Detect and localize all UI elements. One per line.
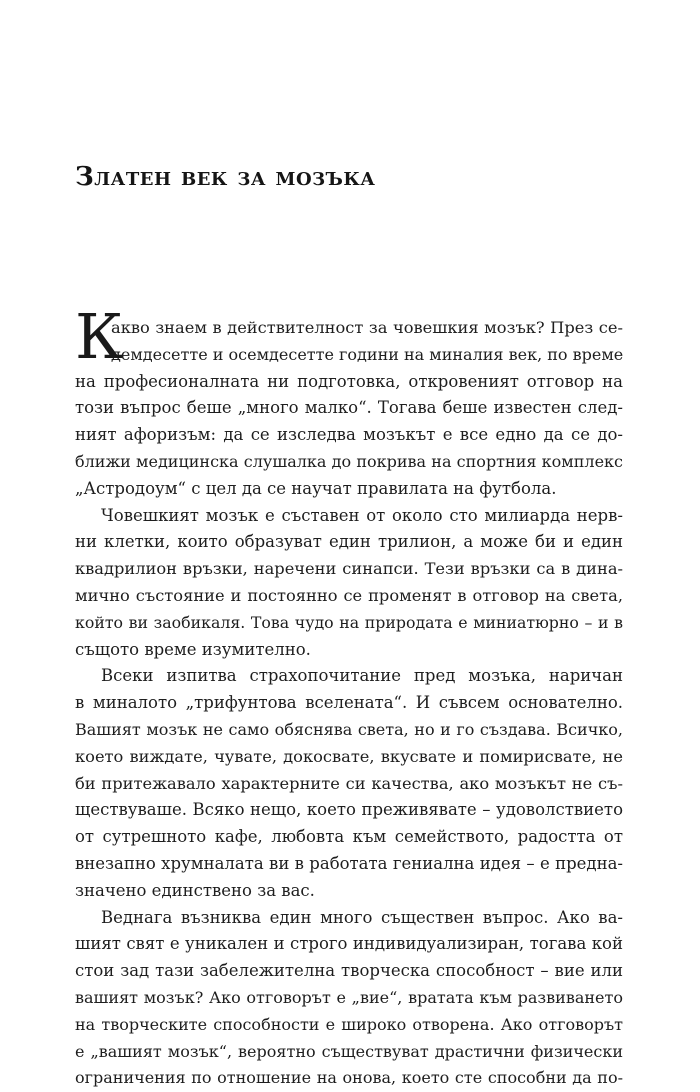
text-line: стои зад тази забележителна творческа способност – вие или [75,961,623,981]
text-line: „Астродоум“ с цел да се научат правилата на футбола. [75,478,557,498]
text-line: Вашият мозък не само обяснява света, но и го създава. Всичко, [75,719,623,739]
text-line: квадрилион връзки, наречени синапси. Тези връзки са в дина- [75,559,623,579]
text-line: което виждате, чувате, докосвате, вкусвате и помирисвате, не [75,746,623,766]
text-line: демдесетте и осемдесетте години на миналия век, по време [111,344,623,364]
text-line: този въпрос беше „много малко“. Тогава беше известен след- [75,398,623,418]
chapter-title: Златен век за мозъка [75,162,376,192]
text-line: ният афоризъм: да се изследва мозъкът е все едно да се до- [75,425,623,445]
text-line: от сутрешното кафе, любовта към семейството, радостта от [75,827,623,847]
text-line: би притежавало характерните си качества, ако мозъкът не съ- [75,773,623,793]
drop-cap: К [75,300,123,373]
text-line: акво знаем в действителност за човешкия мозък? През се- [111,318,623,337]
text-line: в миналото „трифунтова вселената“. И съвсем основателно. [75,693,623,713]
text-line: ограничения по отношение на онова, което сте способни да по- [75,1068,623,1088]
text-line: който ви заобикаля. Това чудо на природата е миниатюрно – и в [75,612,623,632]
text-line: Човешкият мозък е съставен от около сто милиарда нерв- [101,505,623,525]
text-line: ни клетки, които образуват един трилион, а може би и един [75,532,623,552]
text-line: ближи медицинска слушалка до покрива на спортния комплекс [75,451,623,471]
body-text [75,300,623,1092]
text-line: ществуваше. Всяко нещо, което преживявате – удоволствието [75,800,623,820]
text-line: Веднага възниква един много съществен въпрос. Ако ва- [101,907,623,927]
text-line: същото време изумително. [75,639,311,659]
text-line: значено единствено за вас. [75,880,315,900]
text-line: на творческите способности е широко отворена. Ако отговорът [75,1014,623,1034]
text-line: мично състояние и постоянно се променят в отговор на света, [75,585,623,605]
text-line: на професионалната ни подготовка, откровеният отговор на [75,371,623,391]
text-line: е „вашият мозък“, вероятно съществуват драстични физически [75,1041,623,1061]
text-line: Всеки изпитва страхопочитание пред мозъка, наричан [101,666,623,686]
text-line: шият свят е уникален и строго индивидуализиран, тогава кой [75,934,623,954]
text-line: внезапно хрумналата ви в работата гениална идея – е предна- [75,853,623,873]
text-line: вашият мозък? Ако отговорът е „вие“, вратата към развиването [75,987,623,1007]
